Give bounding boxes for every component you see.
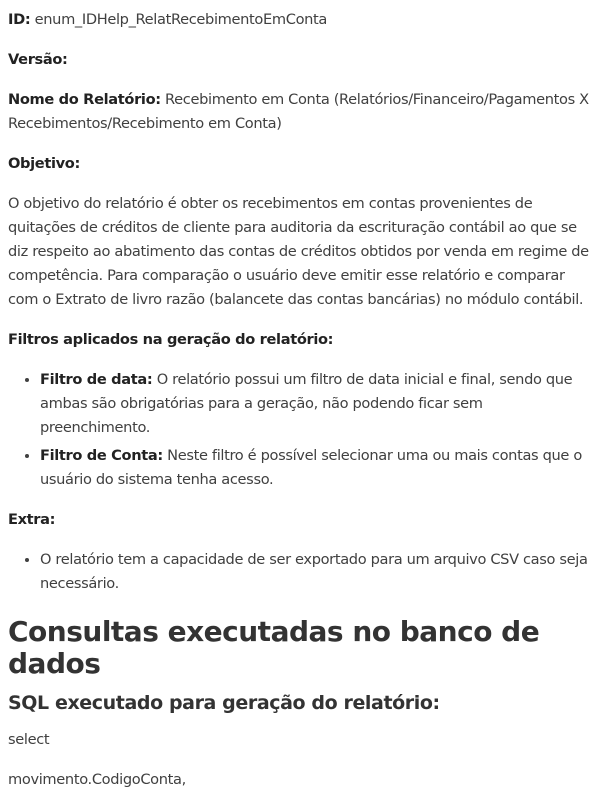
extra-heading-row [8,508,592,532]
list-item [40,368,592,440]
filtros-list [8,368,592,492]
extra-text: O relatório tem a capacidade de ser exportado para um arquivo CSV caso seja necessário. [40,551,588,592]
objetivo-row [8,152,592,176]
extra-heading: Extra: [8,511,56,528]
filtros-heading: Filtros aplicados na geração do relatório: [8,331,334,348]
id-row [8,8,592,32]
nome-value: Recebimento em Conta (Relatórios/Financeiro/Pagamentos X Recebimentos/Recebimento em Conta) [8,91,589,132]
objetivo-text: O objetivo do relatório é obter os recebimentos em contas provenientes de quitações de créditos de cliente para auditoria da escrituração contábil ao que se diz respeito ao abatimento das contas de créditos obtidos por venda em regime de competência. Para comparação o usuário deve emitir esse relatório e comparar com o Extrato de livro razão (balancete das contas bancárias) no módulo contábil. [8,195,589,308]
filtro-conta-text: Neste filtro é possível selecionar uma ou mais contas que o usuário do sistema tenha acesso. [40,447,582,488]
sql-subtitle: SQL executado para geração do relatório: [8,692,440,714]
nome-row [8,88,592,136]
nome-label: Nome do Relatório: [8,91,161,108]
consultas-title: Consultas executadas no banco de dados [8,615,540,680]
list-item [40,444,592,492]
versao-label: Versão: [8,51,68,68]
versao-row [8,48,592,72]
extra-list [8,548,592,596]
sql-line: select [8,731,50,748]
filtro-data-label: Filtro de data: [40,371,153,388]
objetivo-label: Objetivo: [8,155,80,172]
filtro-data-text: O relatório possui um filtro de data inicial e final, sendo que ambas são obrigatórias para a geração, não podendo ficar sem preenchimento. [40,371,573,436]
sql-line: movimento.CodigoConta, [8,771,186,788]
id-value: enum_IDHelp_RelatRecebimentoEmConta [34,11,328,28]
list-item [40,548,592,596]
filtro-conta-label: Filtro de Conta: [40,447,163,464]
id-label: ID: [8,11,31,28]
filtros-heading-row [8,328,592,352]
